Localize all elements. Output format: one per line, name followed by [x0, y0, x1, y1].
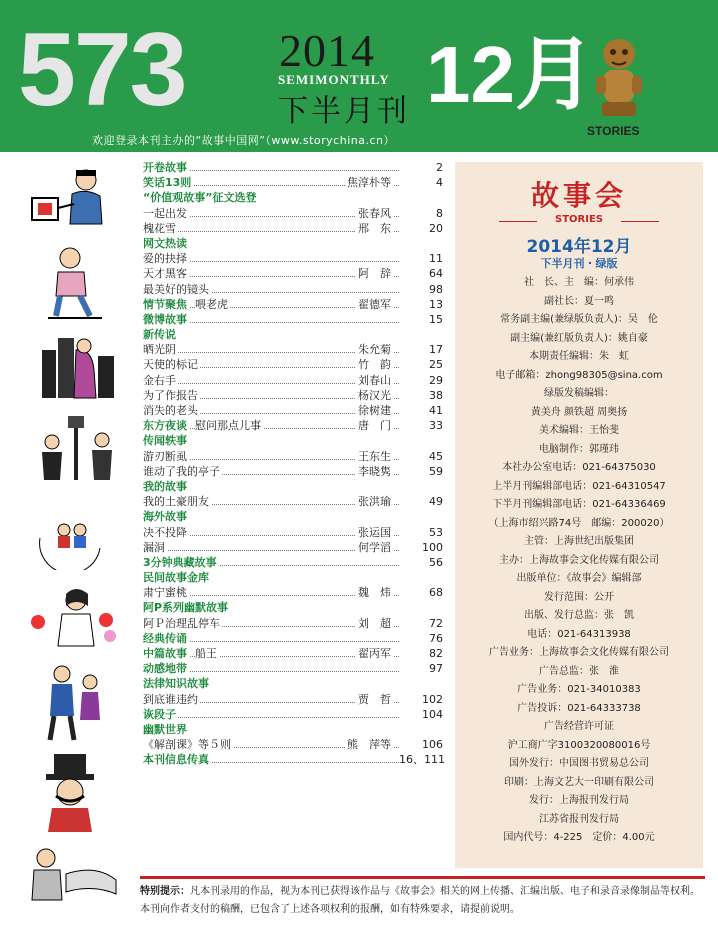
top-hat-man-cartoon-icon — [36, 752, 106, 834]
toc-page: 17 — [399, 342, 443, 357]
toc-title: 一起出发 — [143, 206, 187, 220]
toc-title: 3分钟典藏故事 — [143, 555, 217, 569]
toc-title: 民间故事金库 — [143, 571, 209, 585]
toc-page: 49 — [399, 494, 443, 509]
toc-section-row — [143, 190, 443, 205]
toc-author: 邢 东 — [358, 221, 391, 235]
toc-entry-row — [143, 616, 443, 631]
toc-page: 76 — [399, 631, 443, 646]
toc-author: 张运国 — [358, 525, 391, 539]
toc-page: 72 — [399, 616, 443, 631]
toc-title: 谁动了我的亭子 — [143, 464, 220, 478]
toc-author: 王东生 — [358, 449, 391, 463]
toc-title: 动感地带 — [143, 662, 187, 676]
toc-title: 笑话13则 — [143, 176, 192, 190]
toc-title: 诙段子 — [143, 707, 176, 721]
toc-entry-row — [143, 388, 443, 403]
toc-title: 海外故事 — [143, 510, 187, 524]
half-month-label: 下半月刊 — [278, 94, 410, 129]
toc-entry-row — [143, 266, 443, 281]
toc-entry-row — [143, 525, 443, 540]
issue-month: 12月 — [426, 30, 595, 119]
toc-page: 97 — [399, 661, 443, 676]
toc-entry-row — [143, 221, 443, 236]
toc-section-row — [143, 312, 443, 327]
masthead-line: 主管：上海世纪出版集团 — [524, 536, 634, 547]
toc-author: 熊 萍等 — [347, 738, 391, 752]
toc-section-row — [143, 175, 443, 190]
toc-title: 游刃断虱 — [143, 449, 187, 463]
toc-entry-row — [143, 282, 443, 297]
toc-title: 我的故事 — [143, 479, 187, 493]
toc-section-row — [143, 600, 443, 615]
toc-entry-row — [143, 206, 443, 221]
edition-label: 下半月刊・绿版 — [540, 257, 618, 270]
cartoon-column — [0, 152, 138, 936]
toc-page: 20 — [399, 221, 443, 236]
toc-entry-row — [143, 342, 443, 357]
magazine-logo: 故事会 — [530, 179, 627, 212]
toc-page: 33 — [399, 418, 443, 433]
special-note — [140, 876, 705, 919]
masthead-line: 印刷：上海文艺大一印刷有限公司 — [504, 776, 654, 788]
masthead-line: 国外发行：中国图书贸易总公司 — [509, 758, 649, 769]
toc-page: 106 — [399, 737, 443, 752]
toc-title: 新传说 — [143, 328, 176, 342]
toc-page: 8 — [399, 206, 443, 221]
toc-section-row — [143, 479, 443, 494]
toc-section-row — [143, 676, 443, 691]
masthead-line: 本社办公室电话：021-64375030 — [502, 462, 656, 473]
toc-title: 情节聚焦 — [143, 297, 187, 311]
masthead-line: 广告总监：张 淮 — [539, 665, 619, 677]
toc-subtitle: 慰问那点儿事 — [195, 419, 261, 433]
masthead-line: 绿版发稿编辑： — [544, 388, 614, 399]
toc-title: 为了作报告 — [143, 388, 198, 402]
toc-entry-row — [143, 464, 443, 479]
toc-page: 56 — [399, 555, 443, 570]
toc-page: 100 — [399, 540, 443, 555]
toc-author: 张洪瑜 — [358, 495, 391, 509]
toc-author: 张春风 — [358, 206, 391, 220]
toc-author: 徐树建 — [358, 404, 391, 417]
toc-author: 刘 超 — [358, 616, 391, 630]
masthead-line: 江苏省报刊发行局 — [539, 813, 619, 825]
toc-title: 法律知识故事 — [143, 677, 209, 691]
masthead-line: 主办：上海故事会文化传媒有限公司 — [499, 554, 659, 566]
toc-entry-row — [143, 585, 443, 600]
toc-title: 最美好的镜头 — [143, 282, 209, 296]
toc-title: 肃宁蜜桃 — [143, 586, 187, 600]
toc-page: 29 — [399, 373, 443, 388]
man-chair-cartoon-icon — [40, 244, 110, 322]
toc-title: 漏洞 — [143, 540, 165, 554]
masthead-line: 发行范围：公开 — [544, 591, 614, 603]
dot-leader — [143, 540, 443, 551]
toc-title: 网文热读 — [143, 236, 187, 250]
man-reading-cartoon-icon — [24, 166, 116, 230]
toc-author: 竹 韵 — [358, 358, 391, 372]
toc-title: 传闻轶事 — [143, 434, 187, 448]
issue-number: 573 — [18, 12, 186, 128]
masthead-lines — [455, 274, 703, 848]
toc-page: 2 — [399, 160, 443, 175]
masthead-line: 电话：021-64313938 — [527, 628, 631, 640]
toc-page: 41 — [399, 403, 443, 418]
toc-section-row — [143, 752, 443, 767]
toc-section-row — [143, 160, 443, 175]
city-night-cartoon-icon — [38, 330, 118, 400]
toc-title: 金右手 — [143, 373, 176, 387]
toc-entry-row — [143, 449, 443, 464]
toc-entry-row — [143, 357, 443, 372]
toc-entry-row — [143, 373, 443, 388]
toc-title: 到底谁违约 — [143, 692, 198, 706]
toc-title: 天使的标记 — [143, 358, 198, 372]
masthead-line: 沪工商广字3100320080016号 — [507, 739, 651, 751]
toc-section-row — [143, 631, 443, 646]
toc-section-row — [143, 646, 443, 661]
dot-leader — [143, 707, 443, 718]
toc-page: 25 — [399, 357, 443, 372]
toc-author: 翟丙军 — [358, 647, 391, 660]
masthead-line: （上海市绍兴路74号 邮编：200020） — [488, 517, 670, 529]
toc-section-row — [143, 707, 443, 722]
masthead-line: 本期责任编辑：朱 虹 — [529, 351, 629, 362]
toc-section-row — [143, 418, 443, 433]
toc-author: 翟德军 — [358, 297, 391, 311]
masthead-line: 广告投诉：021-64333738 — [517, 702, 641, 714]
toc-title: 开卷故事 — [143, 161, 187, 174]
street-lamp-cartoon-icon — [34, 414, 122, 482]
toc-author: 贾 哲 — [358, 692, 391, 706]
masthead-line: 黄美舟 颜铁超 周奥扬 — [530, 406, 628, 418]
toc-page: 59 — [399, 464, 443, 479]
toc-author: 唐 门 — [358, 419, 391, 433]
toc-subtitle: 船王 — [195, 647, 217, 660]
toc-author: 魏 炜 — [358, 586, 391, 600]
toc-section-row — [143, 327, 443, 342]
dot-leader — [143, 373, 443, 384]
stories-tag: STORIES — [587, 124, 640, 138]
toc-page: 64 — [399, 266, 443, 281]
toc-section-row — [143, 661, 443, 676]
masthead-line: 国内代号：4-225 定价：4.00元 — [503, 832, 655, 843]
toc-page: 45 — [399, 449, 443, 464]
note-label: 特别提示： — [140, 886, 190, 897]
toc-author: 杨汉光 — [358, 388, 391, 402]
toc-title: “价值观故事”征文选登 — [143, 191, 257, 205]
note-text: 凡本刊录用的作品，视为本刊已获得该作品与《故事会》相关的网上传播、汇编出版、电子和录音录像制品等权利。本刊向作者支付的稿酬，已包含了上述各项权利的报酬，如有特殊要求，请提前说明。 — [140, 886, 700, 915]
toc-page: 15 — [399, 312, 443, 327]
toc-page: 4 — [399, 175, 443, 190]
toc-author: 何学滔 — [358, 540, 391, 554]
toc-entry-row — [143, 251, 443, 266]
woman-flowers-cartoon-icon — [26, 584, 118, 648]
moon-couple-cartoon-icon — [30, 508, 110, 570]
toc-title: 爱的抉择 — [143, 252, 187, 266]
toc-page: 102 — [399, 692, 443, 707]
semimonthly-label: SEMIMONTHLY — [278, 72, 390, 87]
toc-title: 消失的老头 — [143, 404, 198, 417]
toc-page: 13 — [399, 297, 443, 312]
masthead-line: 社 长、主 编：何承伟 — [524, 277, 634, 288]
masthead-line: 上半月刊编辑部电话：021-64310547 — [492, 480, 666, 492]
masthead-line: 常务副主编(兼绿版负责人)：吴 伦 — [500, 314, 658, 325]
writer-cartoon-icon — [26, 844, 122, 908]
toc-page: 53 — [399, 525, 443, 540]
masthead-line: 副主编(兼红版负责人)：姚自豪 — [510, 332, 648, 344]
issue-date: 2014年12月 — [526, 237, 632, 257]
table-of-contents — [143, 160, 443, 768]
toc-section-row — [143, 570, 443, 585]
masthead-line: 广告业务：021-34010383 — [517, 684, 641, 695]
toc-title: 晒光阴 — [143, 343, 176, 357]
mascot-statue-icon — [592, 32, 646, 120]
toc-entry-row — [143, 692, 443, 707]
logo-subtitle: STORIES — [499, 214, 659, 225]
toc-title: 幽默世界 — [143, 722, 187, 736]
toc-section-row — [143, 236, 443, 251]
toc-title: 微博故事 — [143, 312, 187, 326]
toc-entry-row — [143, 737, 443, 752]
toc-title: 阿Ｐ治理乱停车 — [143, 616, 220, 630]
dancing-men-cartoon-icon — [40, 662, 110, 742]
masthead-line: 出版、发行总监：张 凯 — [524, 610, 634, 621]
toc-page: 68 — [399, 585, 443, 600]
toc-title: 我的土豪朋友 — [143, 495, 209, 509]
masthead-line: 电脑制作：郭瑾玮 — [539, 443, 619, 455]
issue-year: 2014 — [279, 25, 375, 76]
toc-page: 98 — [399, 282, 443, 297]
toc-author: 阿 辞 — [358, 267, 391, 281]
toc-author: 刘春山 — [358, 373, 391, 387]
masthead-line: 下半月刊编辑部电话：021-64336469 — [492, 499, 666, 510]
masthead-line: 出版单位：《故事会》编辑部 — [516, 573, 642, 584]
dot-leader — [143, 221, 443, 232]
toc-author: 朱允菊 — [358, 343, 391, 357]
toc-title: 东方夜谈 — [143, 419, 187, 433]
toc-title: 天才黑客 — [143, 267, 187, 281]
toc-section-row — [143, 722, 443, 737]
masthead-line: 广告经营许可证 — [544, 721, 614, 732]
toc-title: 本刊信息传真 — [143, 753, 209, 767]
toc-entry-row — [143, 403, 443, 418]
toc-entry-row — [143, 540, 443, 555]
toc-page: 11 — [399, 251, 443, 266]
toc-section-row — [143, 297, 443, 312]
masthead-line: 美术编辑：王怡斐 — [539, 425, 619, 436]
masthead-line: 电子邮箱：zhong98305@sina.com — [495, 369, 663, 381]
toc-page: 82 — [399, 646, 443, 661]
toc-entry-row — [143, 494, 443, 509]
cover-header — [0, 0, 718, 152]
toc-page: 104 — [399, 707, 443, 722]
toc-title: 决不投降 — [143, 525, 187, 539]
toc-page: 38 — [399, 388, 443, 403]
website-note: 欢迎登录本刊主办的“故事中国网”（www.storychina.cn） — [92, 134, 395, 147]
toc-section-row — [143, 433, 443, 448]
toc-section-row — [143, 555, 443, 570]
dot-leader — [143, 342, 443, 353]
masthead-panel — [455, 162, 703, 868]
toc-author: 焦淳朴等 — [347, 176, 391, 190]
toc-author: 李晓隽 — [358, 464, 391, 478]
toc-subtitle: 喂老虎 — [195, 297, 228, 311]
toc-page: 16、111 — [399, 753, 445, 767]
toc-title: 中篇故事 — [143, 647, 187, 660]
toc-title: 经典传诵 — [143, 631, 187, 645]
masthead-line: 广告业务：上海故事会文化传媒有限公司 — [489, 647, 669, 658]
toc-title: 《解剖课》等５则 — [143, 738, 231, 752]
toc-title: 槐花雪 — [143, 221, 176, 235]
masthead-line: 发行：上海报刊发行局 — [529, 795, 629, 806]
toc-title: 阿P系列幽默故事 — [143, 601, 229, 615]
masthead-line: 副社长：夏一鸣 — [544, 295, 614, 307]
toc-section-row — [143, 509, 443, 524]
